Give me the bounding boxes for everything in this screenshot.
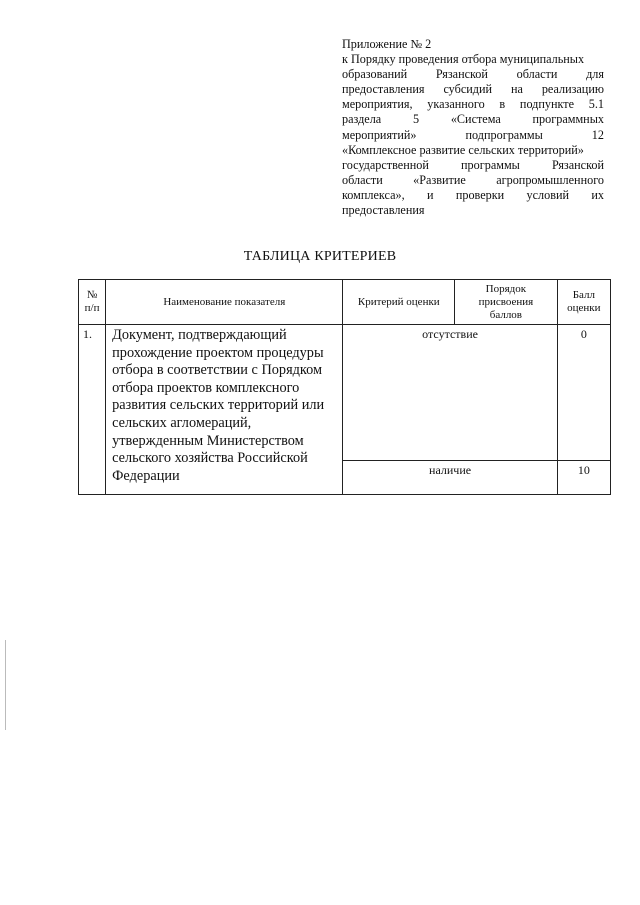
appendix-line xyxy=(342,173,604,188)
appendix-word: 5 xyxy=(412,112,420,127)
appendix-word: субсидий xyxy=(443,82,492,97)
appendix-word: Рязанской xyxy=(435,67,488,82)
scan-mark xyxy=(5,640,6,730)
appendix-line xyxy=(342,143,604,158)
header-criterion: Критерий оценки xyxy=(343,280,455,325)
appendix-word: проверки xyxy=(455,187,505,202)
appendix-word: для xyxy=(586,67,604,82)
appendix-word: мероприятий» xyxy=(342,127,417,142)
appendix-word: раздела xyxy=(342,112,382,127)
appendix-word: комплекса», xyxy=(342,187,405,202)
appendix-block xyxy=(342,37,604,218)
header-num: № п/п xyxy=(79,280,106,325)
appendix-word: агропромышленного xyxy=(496,172,604,187)
criteria-table xyxy=(78,279,611,495)
appendix-line xyxy=(342,97,604,112)
appendix-word: реализацию xyxy=(541,82,604,97)
appendix-line xyxy=(342,112,604,127)
appendix-word: «Комплексное развитие сельских территорий» xyxy=(342,142,584,157)
appendix-word: образований xyxy=(342,67,408,82)
appendix-word: области xyxy=(516,67,558,82)
score-present: 10 xyxy=(557,461,610,495)
appendix-line xyxy=(342,128,604,143)
appendix-word: мероприятия, xyxy=(342,97,413,112)
appendix-word: в xyxy=(499,97,506,112)
appendix-word: и xyxy=(426,187,434,202)
appendix-word: к Порядку проведения отбора муниципальных xyxy=(342,52,585,67)
table-title: ТАБЛИЦА КРИТЕРИЕВ xyxy=(243,249,397,264)
appendix-word: указанного xyxy=(427,97,485,112)
appendix-word: подпрограммы xyxy=(465,127,543,142)
appendix-word: Приложение № 2 xyxy=(342,37,432,51)
option-present: наличие xyxy=(343,461,557,495)
table-row xyxy=(79,325,611,461)
appendix-word: подпункте xyxy=(519,97,575,112)
appendix-line xyxy=(342,158,604,173)
header-row xyxy=(79,280,611,325)
appendix-word: предоставления xyxy=(342,203,425,218)
header-name: Наименование показателя xyxy=(106,280,343,325)
appendix-word: на xyxy=(510,82,523,97)
appendix-word: государственной xyxy=(342,157,429,172)
option-absent: отсутствие xyxy=(343,325,557,461)
row-num: 1. xyxy=(79,325,106,495)
score-absent: 0 xyxy=(557,325,610,461)
appendix-word: 12 xyxy=(591,127,604,142)
appendix-word: условий xyxy=(526,187,570,202)
appendix-word: программных xyxy=(532,112,604,127)
row-name: Документ, подтверждающий прохождение проектом процедуры отбора в соответствии с Порядком отбора проектов комплексного развития сельских территорий или сельских агломераций, утвержденным Министерством сельского хозяйства Российской Федерации xyxy=(106,325,343,495)
header-score: Балл оценки xyxy=(557,280,610,325)
appendix-word: «Система xyxy=(450,112,501,127)
appendix-line xyxy=(342,37,604,52)
appendix-line xyxy=(342,203,604,218)
appendix-line xyxy=(342,67,604,82)
appendix-line xyxy=(342,188,604,203)
appendix-word: их xyxy=(591,187,604,202)
header-procedure: Порядок присвоения баллов xyxy=(455,280,558,325)
appendix-word: «Развитие xyxy=(413,172,466,187)
appendix-word: Рязанской xyxy=(552,157,604,172)
appendix-word: 5.1 xyxy=(588,97,604,112)
appendix-line xyxy=(342,52,604,67)
appendix-word: программы xyxy=(461,157,520,172)
appendix-word: области xyxy=(342,172,383,187)
appendix-line xyxy=(342,82,604,97)
appendix-word: предоставления xyxy=(342,82,425,97)
